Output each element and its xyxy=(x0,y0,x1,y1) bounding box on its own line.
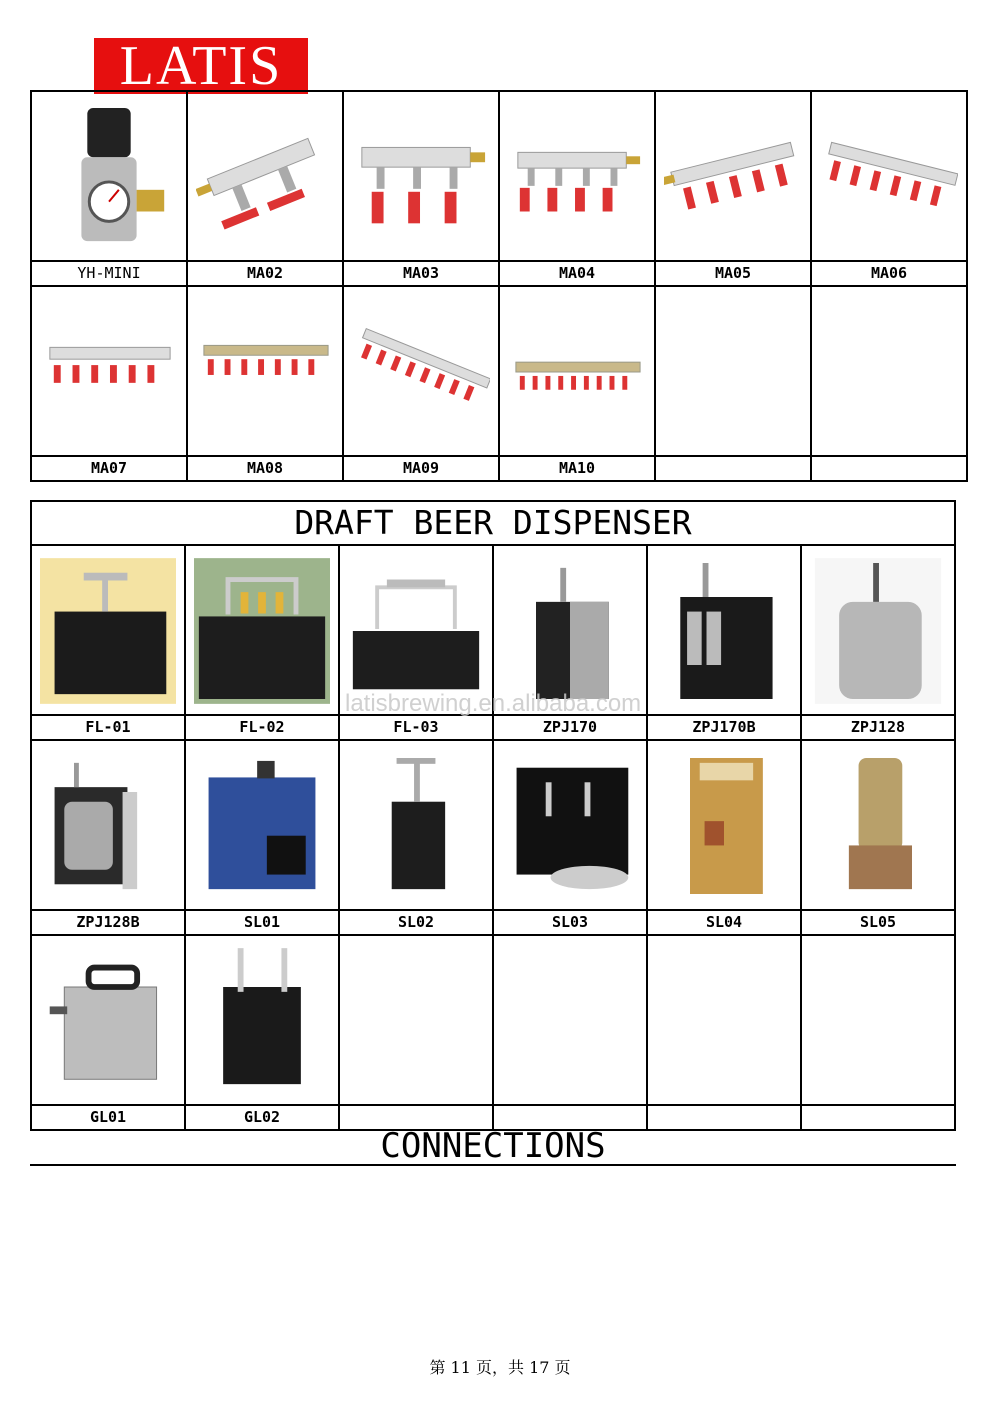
empty-cell xyxy=(801,935,955,1105)
product-image-ma04 xyxy=(499,91,655,261)
product-label: SL03 xyxy=(493,910,647,935)
product-label: MA06 xyxy=(811,261,967,286)
watermark: latisbrewing.en.alibaba.com xyxy=(345,690,642,717)
product-image-ma06 xyxy=(811,91,967,261)
product-label: ZPJ128B xyxy=(31,910,185,935)
product-label: ZPJ128 xyxy=(801,715,955,740)
product-label xyxy=(811,456,967,481)
product-label: SL01 xyxy=(185,910,339,935)
product-image-ma03 xyxy=(343,91,499,261)
product-label: MA03 xyxy=(343,261,499,286)
product-image-sl01 xyxy=(185,740,339,910)
product-label: GL02 xyxy=(185,1105,339,1130)
product-image-sl05 xyxy=(801,740,955,910)
product-image-ma10 xyxy=(499,286,655,456)
product-image-zpj128 xyxy=(801,545,955,715)
product-image-fl-01 xyxy=(31,545,185,715)
section-title: DRAFT BEER DISPENSER xyxy=(31,501,955,545)
product-image-fl-02 xyxy=(185,545,339,715)
product-label: MA08 xyxy=(187,456,343,481)
product-image-sl03 xyxy=(493,740,647,910)
product-label: MA04 xyxy=(499,261,655,286)
product-label: MA07 xyxy=(31,456,187,481)
latis-logo: LATIS xyxy=(94,38,308,94)
product-image-gl02 xyxy=(185,935,339,1105)
product-label: MA05 xyxy=(655,261,811,286)
product-label: ZPJ170B xyxy=(647,715,801,740)
product-image-ma07 xyxy=(31,286,187,456)
empty-cell xyxy=(811,286,967,456)
product-label: ZPJ170 xyxy=(493,715,647,740)
product-image-zpj128b xyxy=(31,740,185,910)
product-image-yh-mini xyxy=(31,91,187,261)
product-image-ma05 xyxy=(655,91,811,261)
product-label: FL-02 xyxy=(185,715,339,740)
empty-cell xyxy=(647,935,801,1105)
connections-heading: CONNECTIONS xyxy=(30,1124,956,1166)
product-label: YH-MINI xyxy=(31,261,187,286)
product-image-ma09 xyxy=(343,286,499,456)
product-image-gl01 xyxy=(31,935,185,1105)
product-label: FL-03 xyxy=(339,715,493,740)
product-image-sl02 xyxy=(339,740,493,910)
product-image-ma08 xyxy=(187,286,343,456)
product-image-zpj170b xyxy=(647,545,801,715)
product-label: MA09 xyxy=(343,456,499,481)
product-label: SL04 xyxy=(647,910,801,935)
product-label: MA10 xyxy=(499,456,655,481)
product-label: FL-01 xyxy=(31,715,185,740)
product-label: SL02 xyxy=(339,910,493,935)
empty-cell xyxy=(493,935,647,1105)
product-label xyxy=(655,456,811,481)
product-image-sl04 xyxy=(647,740,801,910)
manifold-table xyxy=(30,90,968,482)
product-label: SL05 xyxy=(801,910,955,935)
product-label: GL01 xyxy=(31,1105,185,1130)
product-label: MA02 xyxy=(187,261,343,286)
empty-cell xyxy=(339,935,493,1105)
product-image-ma02 xyxy=(187,91,343,261)
page-footer: 第 11 页，共 17 页 xyxy=(429,1358,571,1377)
dispenser-table xyxy=(30,500,956,1131)
empty-cell xyxy=(655,286,811,456)
